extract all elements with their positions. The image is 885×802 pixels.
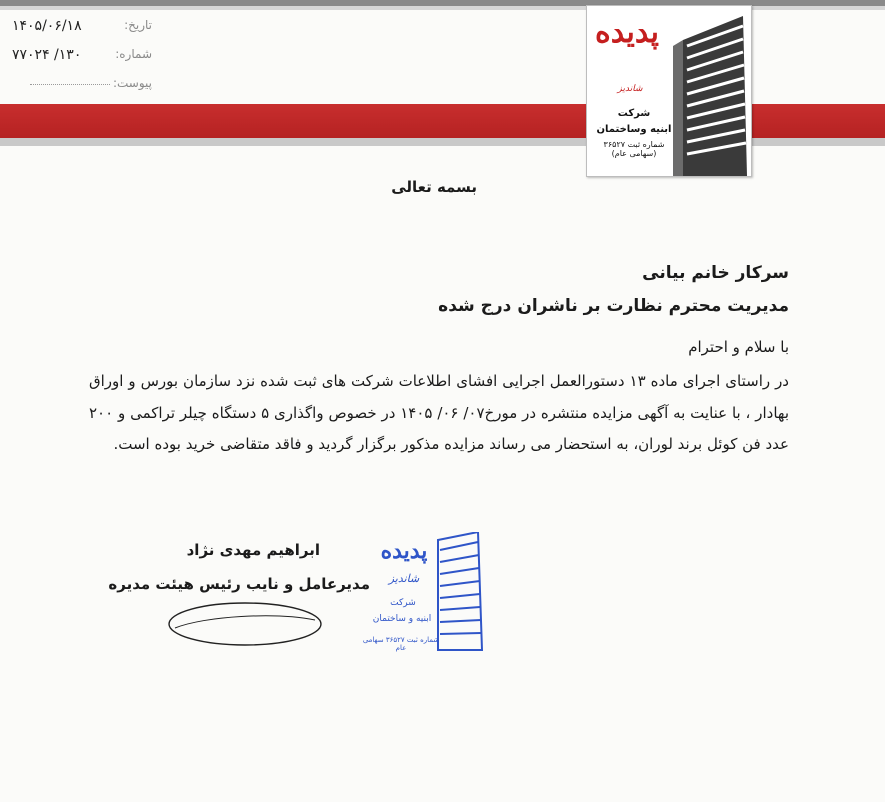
letter-body: در راستای اجرای ماده ۱۳ دستورالعمل اجرایی افشای اطلاعات شرکت های ثبت شده نزد سازمان بورس و اوراق بهادار ، با عنایت به آگهی مزایده منتشره در مورخ۰۷/ ۰۶/ ۱۴۰۵ در خصوص واگذاری ۵ دستگاه چیلر تراکمی و ۲۰۰ عدد فن کوئل برند لوران، به استحضار می رساند مزایده مذکور برگزار گردید و فاقد متقاضی خرید بوده است. (89, 372, 789, 453)
stamp-name: پدیده (380, 538, 428, 564)
number-value: ۱۳۰/ ۷۷۰۲۴ (12, 47, 82, 63)
addressee-name: سرکار خانم بیانی (642, 263, 789, 283)
company-logo (586, 5, 752, 177)
company-stamp (360, 532, 485, 657)
logo-line-2: ابنیه وساختمان (596, 124, 672, 135)
logo-subtitle: شاندیز (617, 84, 643, 94)
signature-scribble (165, 598, 325, 648)
header-shadow-band (0, 138, 885, 146)
attachment-row (12, 76, 152, 94)
stamp-line-3: شماره ثبت ۳۶۵۲۷ سهامی عام (362, 636, 440, 652)
number-label: شماره: (115, 47, 152, 61)
stamp-line-1: شرکت (390, 598, 416, 608)
signatory-name: ابراهیم مهدی نژاد (186, 541, 320, 559)
logo-line-3: شماره ثبت ۳۶۵۲۷ (سهامی عام) (603, 140, 665, 158)
header-red-band (0, 104, 885, 138)
letter-heading: بسمه تعالی (391, 178, 477, 196)
date-row (12, 18, 152, 36)
signatory-title: مدیرعامل و نایب رئیس هیئت مدیره (108, 575, 370, 593)
date-label: تاریخ: (124, 18, 152, 32)
logo-line-1: شرکت (617, 108, 651, 119)
attachment-dotted-line (30, 84, 110, 85)
number-row (12, 47, 152, 65)
attachment-label: پیوست: (112, 76, 152, 90)
addressee-title: مدیریت محترم نظارت بر ناشران درج شده (438, 296, 789, 316)
date-value: ۱۴۰۵/۰۶/۱۸ (12, 18, 82, 34)
header-gray-band (0, 6, 885, 10)
greeting: با سلام و احترام (688, 338, 789, 356)
logo-name: پدیده (595, 15, 659, 50)
stamp-line-2: ابنیه و ساختمان (372, 614, 432, 624)
stamp-subtitle: شاندیز (388, 572, 420, 585)
